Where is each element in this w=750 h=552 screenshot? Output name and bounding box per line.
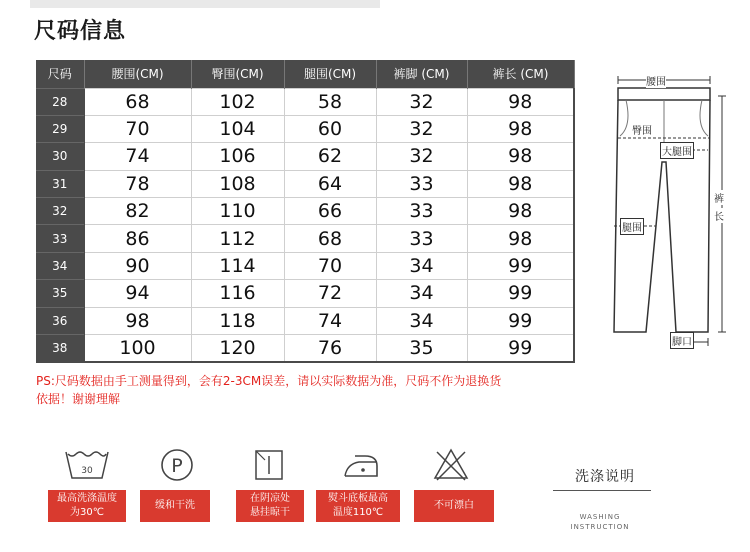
care-label-line-1: 最高洗涤温度 [57,493,117,504]
washing-divider [553,490,651,491]
care-label-line-2: 悬挂晾干 [250,507,290,518]
care-label-line-2: 温度110℃ [332,507,384,518]
care-label-line-1: 在阴凉处 [250,493,290,504]
table-cell: 120 [191,335,284,362]
washing-title: 洗涤说明 [575,469,635,485]
table-cell: 114 [191,252,284,279]
header-hip: 臀围(CM) [191,60,284,88]
header-leg: 腿围(CM) [284,60,376,88]
table-cell: 99 [467,280,574,307]
table-cell: 108 [191,170,284,197]
table-row [36,115,574,142]
care-label-line-2: 为30℃ [70,507,104,518]
diagram-label-waist: 腰围 [646,73,666,88]
header-size: 尺码 [36,60,84,88]
size-table [36,60,575,363]
table-cell-size: 30 [36,143,84,170]
table-cell: 100 [84,335,191,362]
table-cell: 32 [376,143,467,170]
care-label-iron [316,490,400,522]
table-cell: 35 [376,335,467,362]
table-cell: 72 [284,280,376,307]
table-row [36,88,574,115]
table-cell: 99 [467,307,574,334]
table-cell: 98 [84,307,191,334]
dry-clean-letter: P [171,455,183,477]
diagram-label-hem: 脚口 [670,332,694,349]
table-cell: 33 [376,198,467,225]
table-cell: 82 [84,198,191,225]
table-cell: 34 [376,307,467,334]
table-row [36,307,574,334]
table-cell-size: 29 [36,115,84,142]
table-cell: 70 [84,115,191,142]
table-cell: 70 [284,252,376,279]
dry-clean-icon [155,444,199,486]
care-shade-hang-dry [230,444,308,486]
care-dry-clean [138,444,216,486]
care-label-line-1: 熨斗底板最高 [328,493,388,504]
table-cell: 112 [191,225,284,252]
care-label-shade-hang-dry [236,490,304,522]
table-cell: 106 [191,143,284,170]
table-cell: 104 [191,115,284,142]
header-waist: 腰围(CM) [84,60,191,88]
table-cell: 86 [84,225,191,252]
table-row [36,170,574,197]
table-row [36,225,574,252]
table-cell: 64 [284,170,376,197]
trouser-measurement-diagram [602,66,742,356]
table-cell: 66 [284,198,376,225]
care-no-bleach [412,444,490,486]
table-header-row [36,60,574,88]
table-cell: 33 [376,225,467,252]
wash-30-icon [62,444,112,486]
table-cell: 68 [284,225,376,252]
table-cell: 62 [284,143,376,170]
table-cell-size: 35 [36,280,84,307]
table-cell: 98 [467,198,574,225]
table-cell-size: 31 [36,170,84,197]
care-label-wash-30 [48,490,126,522]
iron-icon [337,444,385,486]
washing-subtitle-line-2: INSTRUCTION [570,523,630,531]
table-cell: 102 [191,88,284,115]
table-cell: 99 [467,335,574,362]
table-cell: 116 [191,280,284,307]
table-cell: 98 [467,170,574,197]
diagram-label-length-top: 裤 [714,190,724,205]
table-cell: 74 [84,143,191,170]
table-cell: 74 [284,307,376,334]
table-row [36,143,574,170]
table-row [36,335,574,362]
table-cell: 32 [376,88,467,115]
washing-subtitle-line-1: WASHING [579,513,621,521]
table-cell: 34 [376,252,467,279]
table-cell: 58 [284,88,376,115]
care-label-dry-clean [140,490,210,522]
header-length: 裤长 (CM) [467,60,574,88]
table-row [36,280,574,307]
table-cell: 32 [376,115,467,142]
washing-subtitle [560,512,640,532]
table-cell-size: 32 [36,198,84,225]
table-cell: 94 [84,280,191,307]
table-cell: 99 [467,252,574,279]
table-cell-size: 34 [36,252,84,279]
table-row [36,252,574,279]
table-cell: 98 [467,88,574,115]
table-cell: 118 [191,307,284,334]
table-cell: 98 [467,225,574,252]
table-cell: 76 [284,335,376,362]
diagram-label-length-bottom: 长 [714,208,724,223]
table-cell: 34 [376,280,467,307]
wash-temp-label: 30 [81,466,93,476]
shade-hang-dry-icon [247,444,291,486]
table-cell-size: 38 [36,335,84,362]
table-cell-size: 33 [36,225,84,252]
table-cell: 110 [191,198,284,225]
care-label-line-1: 缓和干洗 [155,500,195,511]
diagram-label-thigh: 大腿围 [660,142,694,159]
table-cell: 98 [467,143,574,170]
no-bleach-icon [429,444,473,486]
table-cell: 33 [376,170,467,197]
table-cell: 78 [84,170,191,197]
header-hem: 裤脚 (CM) [376,60,467,88]
table-cell: 98 [467,115,574,142]
care-label-line-1: 不可漂白 [434,500,474,511]
care-iron [322,444,400,486]
table-cell: 60 [284,115,376,142]
table-row [36,198,574,225]
table-cell: 90 [84,252,191,279]
measurement-note: PS:尺码数据由手工测量得到，会有2-3CM误差，请以实际数据为准，尺码不作为退换货依据！谢谢理解 [36,374,502,406]
care-label-no-bleach [414,490,494,522]
table-cell-size: 28 [36,88,84,115]
top-decorative-strip [30,0,380,8]
diagram-label-leg: 腿围 [620,218,644,235]
table-cell-size: 36 [36,307,84,334]
page-title: 尺码信息 [34,19,127,44]
care-wash-30 [48,444,126,486]
diagram-label-hip: 臀围 [632,122,652,137]
table-cell: 68 [84,88,191,115]
